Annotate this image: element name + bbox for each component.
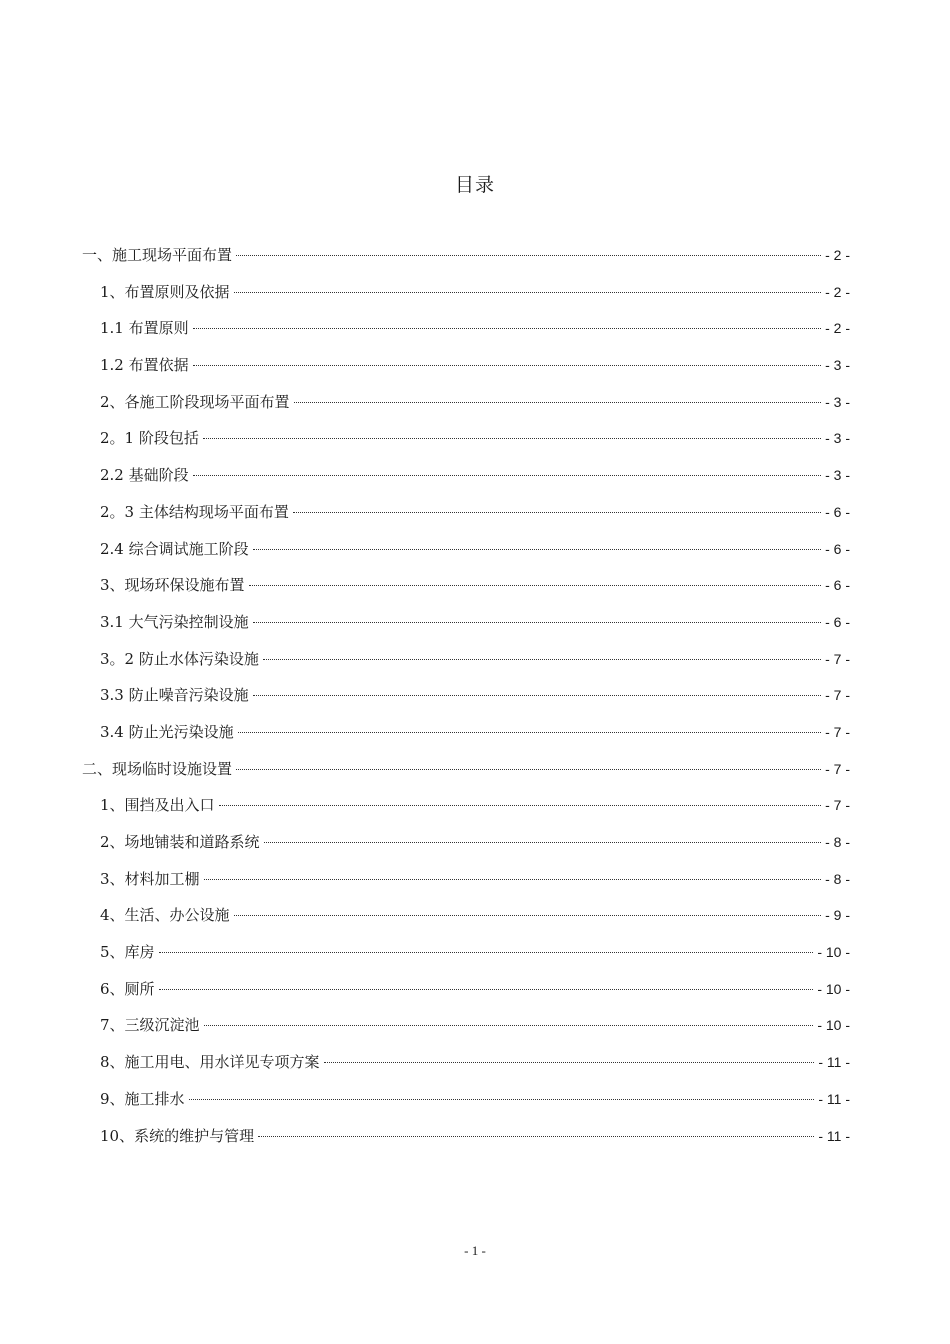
toc-entry[interactable] [82, 940, 850, 977]
toc-entry-page: - 3 - [825, 357, 850, 374]
toc-entry[interactable] [82, 903, 850, 940]
toc-entry-label: 8、施工用电、用水详见专项方案 [100, 1053, 320, 1072]
toc-entry[interactable] [82, 537, 850, 574]
toc-entry[interactable] [82, 977, 850, 1014]
toc-entry-page: - 11 - [818, 1127, 850, 1144]
toc-leader [294, 402, 822, 403]
toc-entry-label: 1、布置原则及依据 [100, 282, 230, 301]
toc-leader [159, 952, 814, 953]
toc-entry-page: - 2 - [825, 283, 850, 300]
toc-entry-label: 3.3 防止噪音污染设施 [100, 686, 249, 705]
toc-entry[interactable] [82, 830, 850, 867]
toc-leader [204, 879, 822, 880]
toc-leader [249, 585, 822, 586]
toc-entry-label: 2.2 基础阶段 [100, 466, 189, 485]
toc-leader [293, 512, 821, 513]
toc-entry-label: 2、场地铺装和道路系统 [100, 833, 260, 851]
toc-leader [253, 549, 821, 550]
toc-leader [236, 769, 821, 770]
toc-entry-label: 一、施工现场平面布置 [82, 246, 233, 264]
toc-leader [193, 475, 821, 476]
toc-entry-page: - 3 - [825, 467, 850, 484]
toc-leader [204, 1025, 814, 1026]
toc-entry-page: - 2 - [825, 247, 850, 263]
toc-entry-label: 3、现场环保设施布置 [100, 576, 245, 595]
toc-entry-label: 10、系统的维护与管理 [100, 1126, 255, 1145]
toc-leader [193, 365, 821, 366]
toc-leader [189, 1099, 815, 1100]
toc-leader [263, 659, 821, 660]
toc-entry-label: 3。2 防止水体污染设施 [100, 649, 259, 668]
toc-entry[interactable] [82, 720, 850, 757]
toc-entry[interactable] [82, 1124, 850, 1161]
toc-entry-page: - 11 - [818, 1054, 850, 1071]
toc-leader [159, 989, 814, 990]
toc-entry[interactable] [82, 573, 850, 610]
toc-entry[interactable] [82, 1013, 850, 1050]
toc-leader [264, 842, 822, 843]
toc-entry[interactable] [82, 1087, 850, 1124]
toc-entry-page: - 8 - [825, 870, 850, 887]
toc-entry-label: 2。1 阶段包括 [100, 429, 199, 448]
toc-leader [203, 438, 821, 439]
toc-entry-page: - 6 - [825, 540, 850, 557]
toc-entry[interactable] [82, 243, 850, 280]
toc-entry-label: 5、库房 [100, 943, 155, 962]
toc-entry-page: - 7 - [825, 797, 850, 814]
toc-entry-label: 2、各施工阶段现场平面布置 [100, 392, 290, 411]
toc-entry-page: - 9 - [825, 907, 850, 924]
toc-entry-page: - 7 - [825, 650, 850, 667]
toc-entry[interactable] [82, 793, 850, 830]
toc-entry[interactable] [82, 757, 850, 794]
toc-leader [236, 255, 821, 256]
toc-entry-page: - 7 - [825, 760, 850, 777]
toc-entry[interactable] [82, 463, 850, 500]
toc-entry-page: - 10 - [817, 944, 850, 961]
toc-leader [238, 732, 821, 733]
toc-entry-page: - 6 - [825, 503, 850, 520]
toc-entry-page: - 3 - [825, 393, 850, 410]
toc-entry[interactable] [82, 610, 850, 647]
toc-entry-label: 1、围挡及出入口 [100, 796, 215, 815]
toc-entry-page: - 6 - [825, 613, 850, 630]
toc-leader [258, 1136, 814, 1137]
toc-entry-page: - 7 - [825, 723, 850, 740]
toc-entry-page: - 7 - [825, 687, 850, 704]
toc-leader [234, 292, 822, 293]
toc-entry-label: 2。3 主体结构现场平面布置 [100, 502, 289, 521]
toc-entry[interactable] [82, 1050, 850, 1087]
toc-entry[interactable] [82, 426, 850, 463]
toc-leader [253, 695, 821, 696]
toc-leader [253, 622, 821, 623]
toc-leader [193, 328, 821, 329]
toc-entry[interactable] [82, 316, 850, 353]
toc-entry-label: 7、三级沉淀池 [100, 1016, 200, 1035]
table-of-contents [82, 243, 850, 1160]
toc-entry-page: - 8 - [825, 834, 850, 850]
toc-entry-label: 1.2 布置依据 [100, 356, 189, 375]
toc-entry-label: 4、生活、办公设施 [100, 906, 230, 925]
toc-entry-label: 3.4 防止光污染设施 [100, 722, 234, 741]
toc-entry-label: 3、材料加工棚 [100, 869, 200, 888]
toc-entry-page: - 6 - [825, 577, 850, 594]
toc-entry-label: 3.1 大气污染控制设施 [100, 612, 249, 631]
toc-entry-label: 1.1 布置原则 [100, 319, 189, 338]
toc-entry[interactable] [82, 280, 850, 317]
toc-entry[interactable] [82, 647, 850, 684]
toc-title: 目录 [454, 174, 495, 196]
toc-leader [219, 805, 822, 806]
toc-entry-page: - 10 - [817, 980, 850, 997]
toc-entry[interactable] [82, 683, 850, 720]
toc-entry-page: - 10 - [817, 1017, 850, 1034]
toc-entry-label: 二、现场临时设施设置 [82, 759, 233, 778]
toc-entry[interactable] [82, 867, 850, 904]
toc-leader [234, 915, 822, 916]
toc-entry[interactable] [82, 390, 850, 427]
toc-entry-page: - 11 - [818, 1090, 850, 1107]
toc-leader [324, 1062, 815, 1063]
toc-entry-page: - 2 - [825, 320, 850, 337]
toc-entry-page: - 3 - [825, 430, 850, 447]
toc-entry-label: 2.4 综合调试施工阶段 [100, 539, 249, 558]
toc-entry[interactable] [82, 500, 850, 537]
toc-entry-label: 6、厕所 [100, 979, 155, 998]
page-number: - 1 - [464, 1243, 486, 1258]
toc-entry[interactable] [82, 353, 850, 390]
toc-entry-label: 9、施工排水 [100, 1089, 185, 1108]
